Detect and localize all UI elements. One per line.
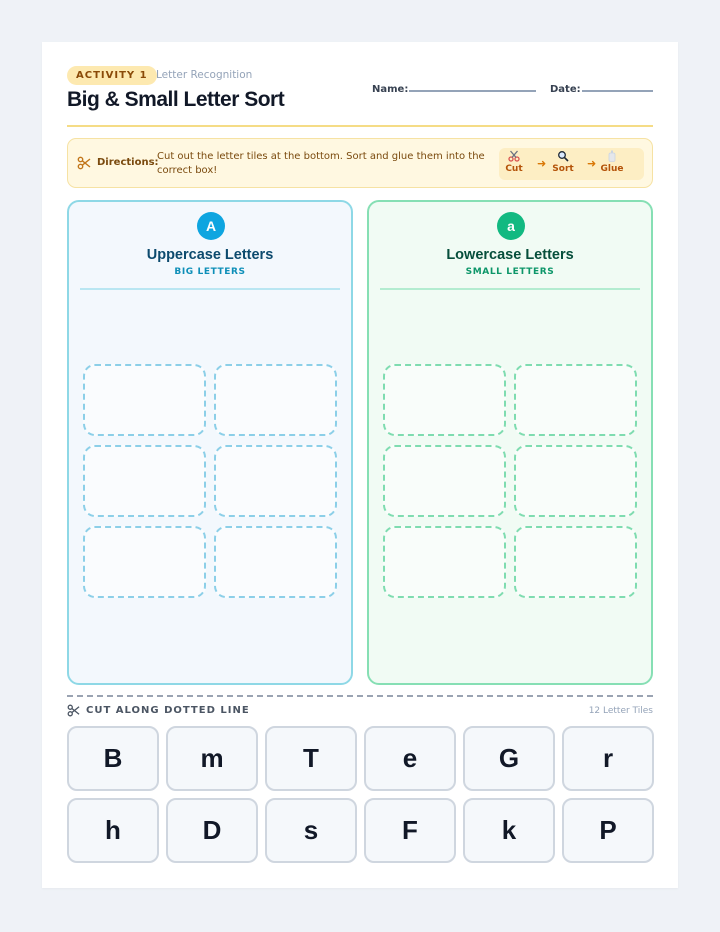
- scissors-icon: [67, 704, 80, 717]
- name-label: Name:: [372, 84, 409, 95]
- drop-slot[interactable]: [514, 445, 637, 517]
- step-label: Cut: [505, 164, 523, 174]
- scissors-icon: [77, 156, 91, 170]
- activity-badge: ACTIVITY 1: [67, 66, 157, 85]
- letter-tile[interactable]: s: [265, 798, 357, 863]
- lowercase-badge: a: [497, 212, 525, 240]
- letter-tile[interactable]: e: [364, 726, 456, 791]
- drop-slot[interactable]: [83, 445, 206, 517]
- letter-tile[interactable]: P: [562, 798, 654, 863]
- cut-instruction: CUT ALONG DOTTED LINE: [86, 705, 250, 716]
- drop-slot[interactable]: [83, 526, 206, 598]
- letter-tile[interactable]: k: [463, 798, 555, 863]
- drop-slot[interactable]: [214, 526, 337, 598]
- lowercase-title: Lowercase Letters: [446, 247, 574, 263]
- uppercase-subtitle: BIG LETTERS: [174, 267, 246, 277]
- uppercase-panel: [67, 200, 353, 685]
- steps-strip: [499, 148, 644, 180]
- subject-label: Letter Recognition: [156, 69, 253, 81]
- panel-divider: [80, 288, 340, 290]
- letter-tile[interactable]: B: [67, 726, 159, 791]
- drop-slot[interactable]: [214, 364, 337, 436]
- name-field[interactable]: [409, 90, 536, 92]
- uppercase-title: Uppercase Letters: [146, 247, 274, 263]
- drop-slot[interactable]: [514, 526, 637, 598]
- drop-slot[interactable]: [383, 364, 506, 436]
- drop-slot[interactable]: [214, 445, 337, 517]
- lowercase-panel: [367, 200, 653, 685]
- uppercase-badge: A: [197, 212, 225, 240]
- drop-slot[interactable]: [383, 526, 506, 598]
- drop-slot[interactable]: [83, 364, 206, 436]
- drop-slot[interactable]: [383, 445, 506, 517]
- step-sort: [550, 150, 576, 174]
- lowercase-subtitle: SMALL LETTERS: [465, 267, 555, 277]
- letter-tile[interactable]: h: [67, 798, 159, 863]
- letter-tile[interactable]: r: [562, 726, 654, 791]
- header-divider: [67, 125, 653, 127]
- directions-box: [67, 138, 653, 188]
- scissors-icon: [508, 150, 520, 162]
- glue-bottle-icon: [606, 150, 618, 162]
- page-title: Big & Small Letter Sort: [67, 88, 285, 111]
- drop-slot[interactable]: [514, 364, 637, 436]
- cut-line: [67, 695, 653, 697]
- magnifier-icon: [557, 150, 569, 162]
- worksheet: [42, 42, 678, 888]
- tile-count: 12 Letter Tiles: [588, 706, 653, 716]
- step-cut: [501, 150, 527, 174]
- letter-tile[interactable]: D: [166, 798, 258, 863]
- arrow-icon: ➜: [537, 157, 547, 170]
- step-label: Glue: [600, 164, 624, 174]
- panel-divider: [380, 288, 640, 290]
- step-glue: [599, 150, 625, 174]
- step-label: Sort: [552, 164, 574, 174]
- date-label: Date:: [550, 84, 581, 95]
- arrow-icon: ➜: [587, 157, 597, 170]
- letter-tile[interactable]: F: [364, 798, 456, 863]
- letter-tile[interactable]: G: [463, 726, 555, 791]
- directions-label: Directions:: [97, 157, 159, 168]
- directions-text: Cut out the letter tiles at the bottom. Sort and glue them into the correct box!: [157, 151, 485, 176]
- letter-tile[interactable]: T: [265, 726, 357, 791]
- date-field[interactable]: [582, 90, 653, 92]
- letter-tile[interactable]: m: [166, 726, 258, 791]
